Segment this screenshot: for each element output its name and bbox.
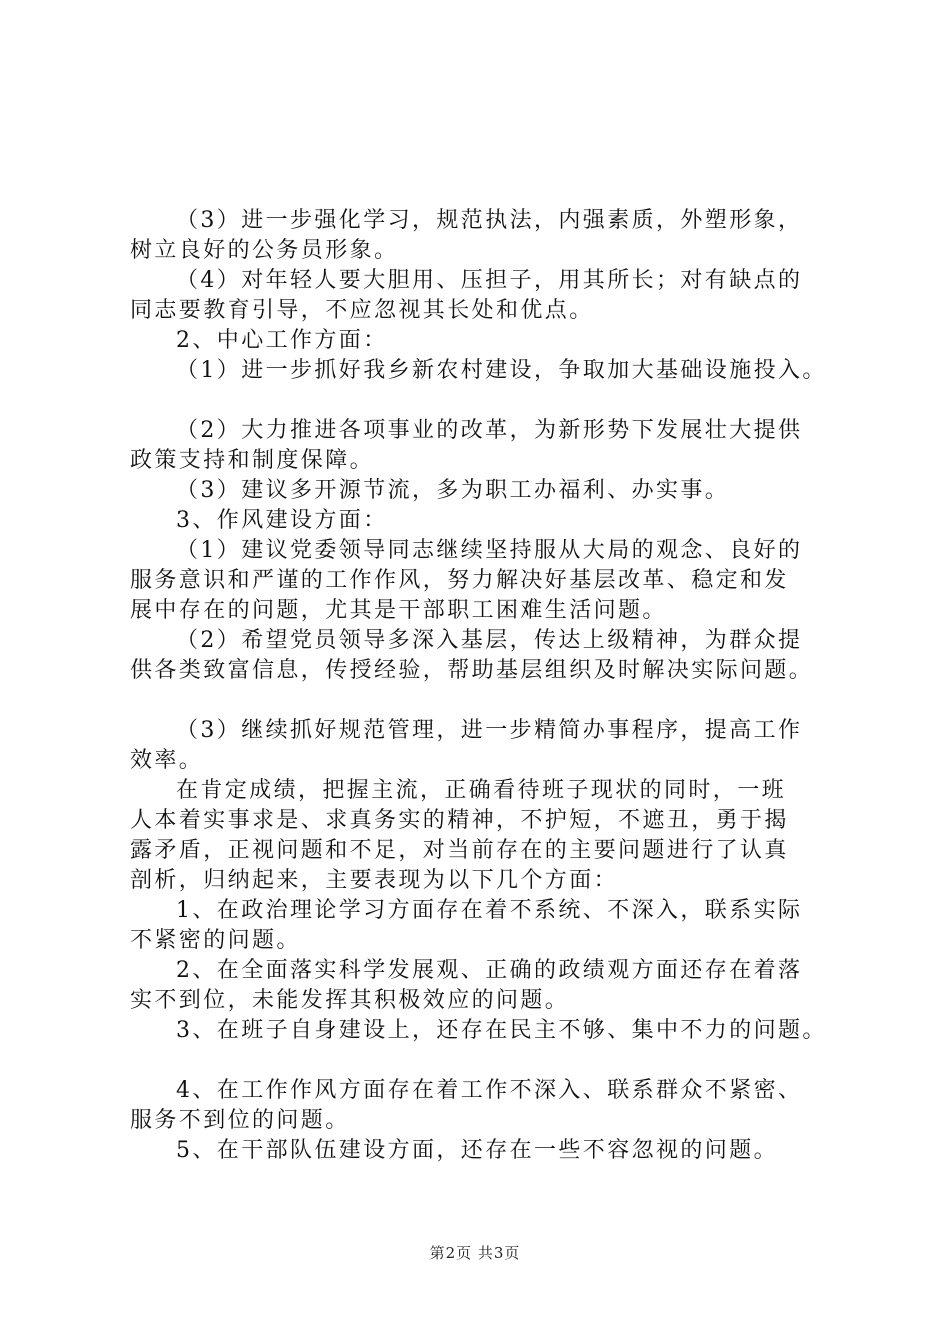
paragraph-line: 5、在干部队伍建设方面，还存在一些不容忽视的问题。 bbox=[176, 1138, 778, 1163]
paragraph-line: （3）建议多开源节流，多为职工办福利、办实事。 bbox=[176, 478, 730, 503]
page-number-footer: 第2页 共3页 bbox=[429, 1244, 521, 1262]
paragraph-line: 服务不到位的问题。 bbox=[130, 1108, 350, 1133]
paragraph-line: 在肯定成绩，把握主流，正确看待班子现状的同时，一班 bbox=[176, 778, 787, 803]
paragraph-line: 4、在工作作风方面存在着工作不深入、联系群众不紧密、 bbox=[176, 1078, 803, 1103]
paragraph-line: 3、在班子自身建设上，还存在民主不够、集中不力的问题。 bbox=[176, 1018, 827, 1043]
paragraph-line: 效率。 bbox=[130, 748, 204, 773]
paragraph-line: 不紧密的问题。 bbox=[130, 928, 301, 953]
paragraph-line: （2）希望党员领导多深入基层，传达上级精神，为群众提 bbox=[176, 628, 803, 653]
paragraph-line: （1）建议党委领导同志继续坚持服从大局的观念、良好的 bbox=[176, 538, 803, 563]
paragraph-line: 树立良好的公务员形象。 bbox=[130, 238, 399, 263]
blank-line bbox=[130, 1046, 835, 1076]
blank-line bbox=[130, 386, 835, 416]
section-heading: 3、作风建设方面： bbox=[176, 508, 388, 533]
paragraph-line: （4）对年轻人要大胆用、压担子，用其所长；对有缺点的 bbox=[176, 268, 803, 293]
paragraph-line: 同志要教育引导，不应忽视其长处和优点。 bbox=[130, 298, 594, 323]
paragraph-line: 1、在政治理论学习方面存在着不系统、不深入，联系实际 bbox=[176, 898, 803, 923]
paragraph-line: （3）进一步强化学习，规范执法，内强素质，外塑形象， bbox=[176, 208, 803, 233]
paragraph-line: 人本着实事求是、求真务实的精神，不护短，不遮丑，勇于揭 bbox=[130, 808, 789, 833]
paragraph-line: 供各类致富信息，传授经验，帮助基层组织及时解决实际问题。 bbox=[130, 658, 814, 683]
section-heading: 2、中心工作方面： bbox=[176, 328, 388, 353]
document-body bbox=[130, 206, 835, 1166]
paragraph-line: （1）进一步抓好我乡新农村建设，争取加大基础设施投入。 bbox=[176, 358, 827, 383]
paragraph-line: 剖析，归纳起来，主要表现为以下几个方面： bbox=[130, 868, 619, 893]
paragraph-line: 政策支持和制度保障。 bbox=[130, 448, 375, 473]
paragraph-line: 露矛盾，正视问题和不足，对当前存在的主要问题进行了认真 bbox=[130, 838, 789, 863]
paragraph-line: 服务意识和严谨的工作作风，努力解决好基层改革、稳定和发 bbox=[130, 568, 789, 593]
paragraph-line: 2、在全面落实科学发展观、正确的政绩观方面还存在着落 bbox=[176, 958, 803, 983]
paragraph-line: 实不到位，未能发挥其积极效应的问题。 bbox=[130, 988, 570, 1013]
paragraph-line: （3）继续抓好规范管理，进一步精简办事程序，提高工作 bbox=[176, 718, 803, 743]
paragraph-line: 展中存在的问题，尤其是干部职工困难生活问题。 bbox=[130, 598, 667, 623]
paragraph-line: （2）大力推进各项事业的改革，为新形势下发展壮大提供 bbox=[176, 418, 803, 443]
blank-line bbox=[130, 686, 835, 716]
